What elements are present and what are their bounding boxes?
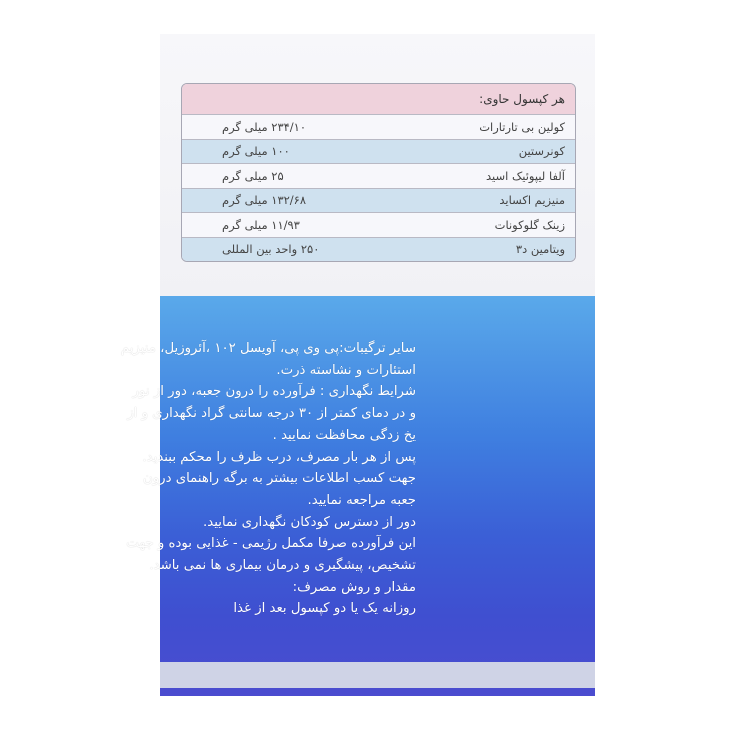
description-line: این فرآورده صرفا مکمل رژیمی - غذایی بوده و جهت xyxy=(126,536,416,552)
ingredient-amount: ۱۳۲/۶۸ میلی گرم xyxy=(222,193,307,208)
description-line: تشخیص، پیشگیری و درمان بیماری ها نمی باشد. xyxy=(149,558,416,574)
ingredient-name: آلفا لیپوئیک اسید xyxy=(485,168,565,183)
description-line: جعبه مراجعه نمایید. xyxy=(307,492,416,508)
ingredient-amount: ۱۱/۹۳ میلی گرم xyxy=(222,217,300,232)
description-line: یخ زدگی محافظت نمایید . xyxy=(272,427,416,443)
ingredient-amount: ۲۳۴/۱۰ میلی گرم xyxy=(222,119,307,134)
ingredient-name: کولین بی تارتارات xyxy=(479,119,565,134)
description-line: روزانه یک یا دو کپسول بعد از غذا xyxy=(233,601,416,617)
bottom-strip xyxy=(160,662,595,688)
description-line: پس از هر بار مصرف، درب ظرف را محکم ببندید. xyxy=(142,449,416,465)
ingredient-name: زینک گلوکونات xyxy=(494,217,565,232)
description-line: شرایط نگهداری : فرآورده را درون جعبه، دور از نور xyxy=(132,384,416,400)
description-line: استئارات و نشاسته ذرت. xyxy=(276,362,416,378)
table-row xyxy=(182,163,575,188)
description-line: مقدار و روش مصرف: xyxy=(292,579,416,595)
ingredient-amount: ۱۰۰ میلی گرم xyxy=(222,144,290,159)
ingredients-section xyxy=(160,34,595,296)
description-line: سایر ترگیبات:پی وی پی، آویسل ۱۰۲ ،آئروزیل، منیزیم xyxy=(120,341,416,356)
description-line: دور از دسترس کودکان نگهداری نمایید. xyxy=(203,514,416,530)
table-row xyxy=(182,188,575,213)
ingredient-name: ویتامین د۳ xyxy=(515,242,565,257)
description-line: جهت کسب اطلاعات بیشتر به برگه راهنمای درون xyxy=(142,471,416,487)
ingredient-amount: ۲۵ میلی گرم xyxy=(222,168,284,183)
ingredient-amount: ۲۵۰ واحد بین المللی xyxy=(222,242,320,257)
table-row xyxy=(182,139,575,164)
ingredient-name: کونرستین xyxy=(518,144,565,159)
table-header-label: هر کپسول حاوی: xyxy=(479,92,565,106)
ingredients-table xyxy=(181,83,576,262)
table-header-row xyxy=(182,84,575,114)
table-row xyxy=(182,237,575,262)
description-line: و در دمای کمتر از ۳۰ درجه سانتی گراد نگهداری و از xyxy=(127,406,416,422)
table-row xyxy=(182,212,575,237)
ingredient-name: منیزیم اکساید xyxy=(499,193,565,208)
description-text xyxy=(14,338,416,620)
table-row xyxy=(182,114,575,139)
